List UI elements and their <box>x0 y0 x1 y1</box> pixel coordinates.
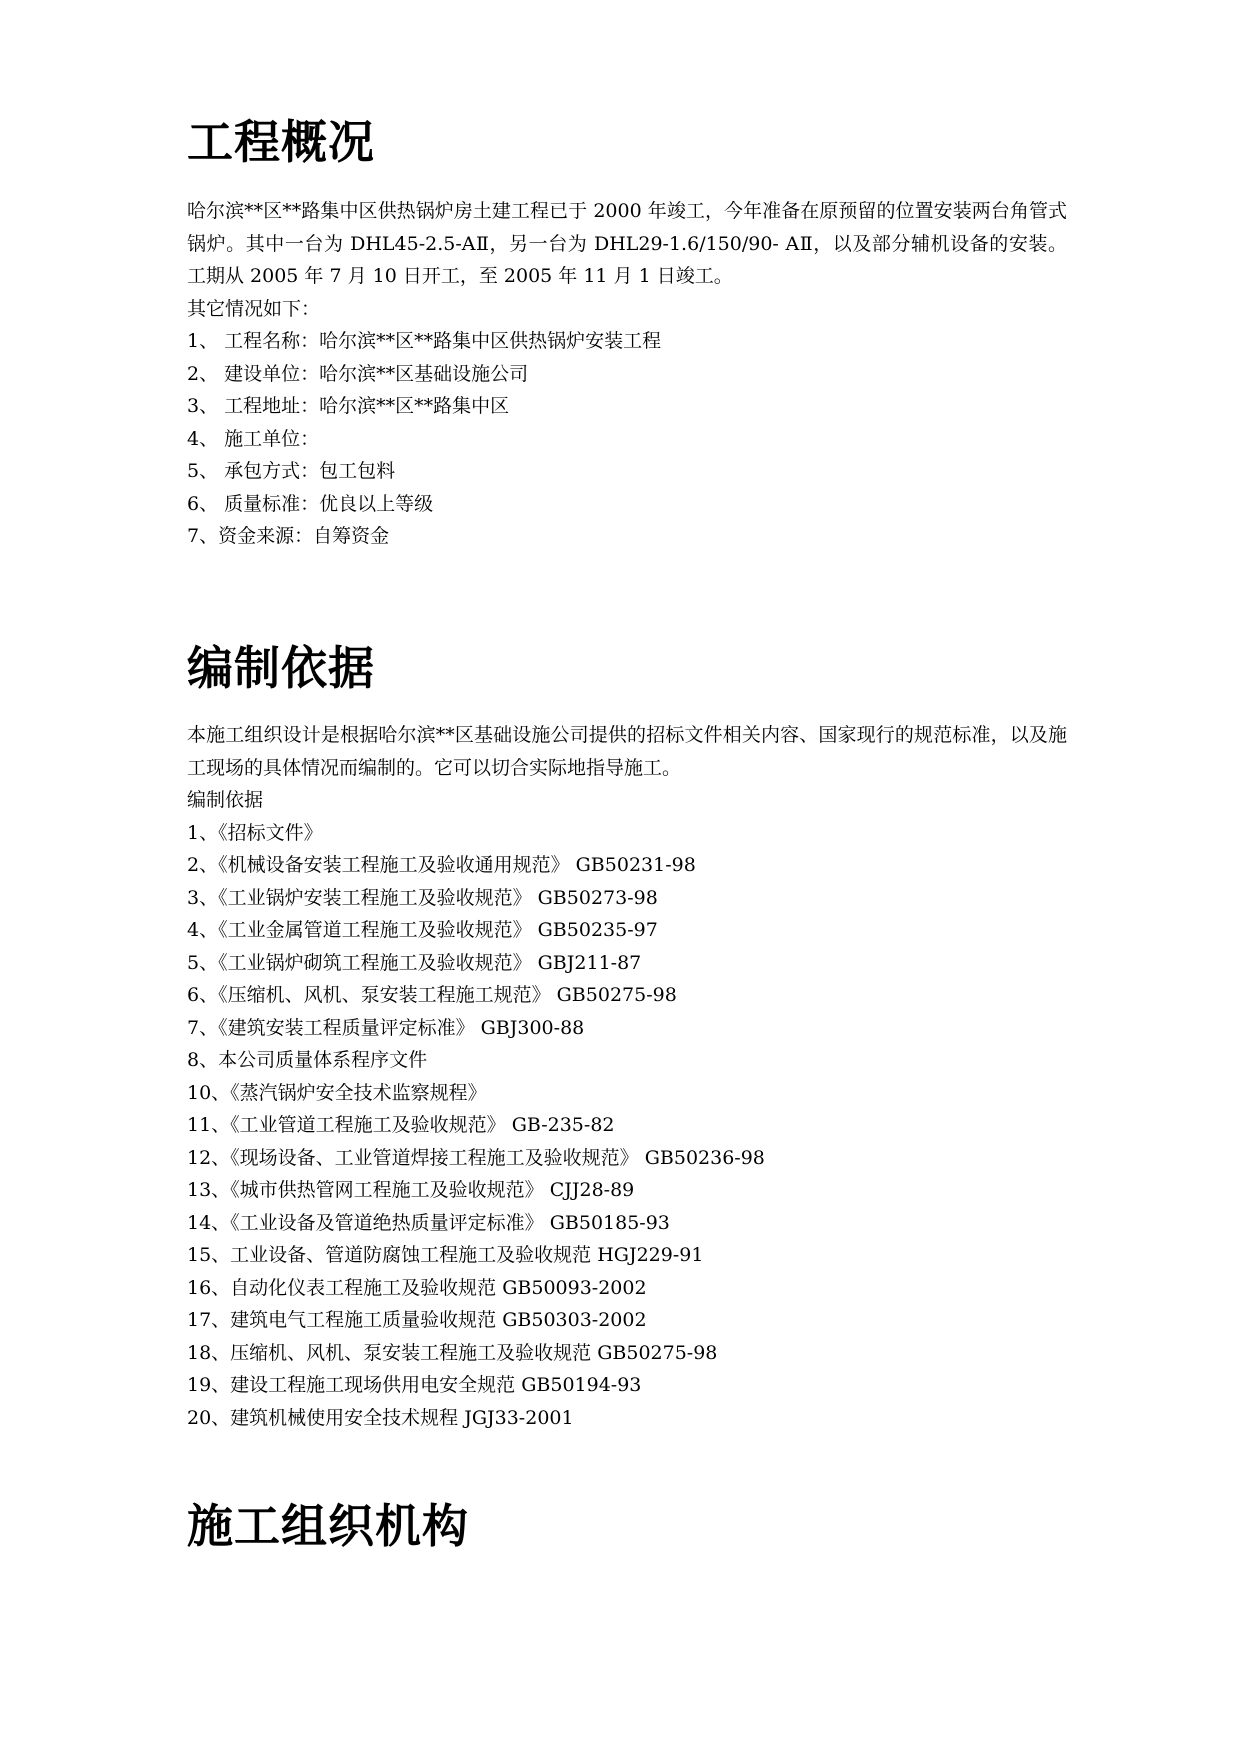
list-item: 2、《机械设备安装工程施工及验收通用规范》 GB50231-98 <box>187 854 696 876</box>
other-info-label: 其它情况如下： <box>187 297 321 320</box>
list-item: 6、 质量标准：优良以上等级 <box>187 492 434 515</box>
list-item: 4、《工业金属管道工程施工及验收规范》 GB50235-97 <box>187 919 658 941</box>
list-item: 7、资金来源：自筹资金 <box>187 525 390 547</box>
list-item: 17、建筑电气工程施工质量验收规范 GB50303-2002 <box>187 1309 647 1331</box>
list-item: 12、《现场设备、工业管道焊接工程施工及验收规范》 GB50236-98 <box>187 1146 765 1169</box>
list-item: 2、 建设单位：哈尔滨**区基础设施公司 <box>187 362 529 385</box>
list-item: 1、《招标文件》 <box>187 821 323 844</box>
list-item: 18、压缩机、风机、泵安装工程施工及验收规范 GB50275-98 <box>187 1341 718 1364</box>
basis-list <box>187 817 1067 1435</box>
basis-label: 编制依据 <box>187 789 264 811</box>
list-item: 6、《压缩机、风机、泵安装工程施工规范》 GB50275-98 <box>187 984 677 1006</box>
list-item: 15、工业设备、管道防腐蚀工程施工及验收规范 HGJ229-91 <box>187 1244 704 1266</box>
section-project-overview <box>187 114 1067 553</box>
section-heading: 工程概况 <box>187 115 375 169</box>
section-compilation-basis <box>187 640 1067 1434</box>
list-item: 5、《工业锅炉砌筑工程施工及验收规范》 GBJ211-87 <box>187 951 642 974</box>
list-item: 20、建筑机械使用安全技术规程 JGJ33-2001 <box>187 1406 574 1429</box>
list-item: 11、《工业管道工程施工及验收规范》 GB-235-82 <box>187 1114 615 1136</box>
list-item: 1、 工程名称：哈尔滨**区**路集中区供热锅炉安装工程 <box>187 330 662 352</box>
list-item: 3、 工程地址：哈尔滨**区**路集中区 <box>187 395 510 417</box>
list-item: 16、自动化仪表工程施工及验收规范 GB50093-2002 <box>187 1276 647 1299</box>
overview-paragraph: 哈尔滨**区**路集中区供热锅炉房土建工程已于 2000 年竣工，今年准备在原预留的位置安装两台角管式锅炉。其中一台为 DHL45-2.5-AⅡ，另一台为 DHL29-1.6/150/90- AⅡ，以及部分辅机设备的安装。工期从 2005 年 7 月 10 日开工，至 2005 年 11 月 1 日竣工。 <box>187 200 1067 287</box>
section-heading: 施工组织机构 <box>187 1499 469 1553</box>
list-item: 19、建设工程施工现场供用电安全规范 GB50194-93 <box>187 1374 642 1396</box>
project-info-list <box>187 325 1067 553</box>
list-item: 8、本公司质量体系程序文件 <box>187 1049 428 1071</box>
section-heading: 编制依据 <box>187 641 375 695</box>
list-item: 10、《蒸汽锅炉安全技术监察规程》 <box>187 1081 487 1104</box>
section-construction-organization <box>187 1498 1067 1554</box>
basis-paragraph: 本施工组织设计是根据哈尔滨**区基础设施公司提供的招标文件相关内容、国家现行的规范标准，以及施工现场的具体情况而编制的。它可以切合实际地指导施工。 <box>187 724 1067 779</box>
list-item: 4、 施工单位： <box>187 427 320 450</box>
list-item: 7、《建筑安装工程质量评定标准》 GBJ300-88 <box>187 1016 585 1039</box>
list-item: 5、 承包方式：包工包料 <box>187 460 396 482</box>
list-item: 13、《城市供热管网工程施工及验收规范》 CJJ28-89 <box>187 1179 635 1201</box>
list-item: 14、《工业设备及管道绝热质量评定标准》 GB50185-93 <box>187 1211 670 1234</box>
list-item: 3、《工业锅炉安装工程施工及验收规范》 GB50273-98 <box>187 886 658 909</box>
